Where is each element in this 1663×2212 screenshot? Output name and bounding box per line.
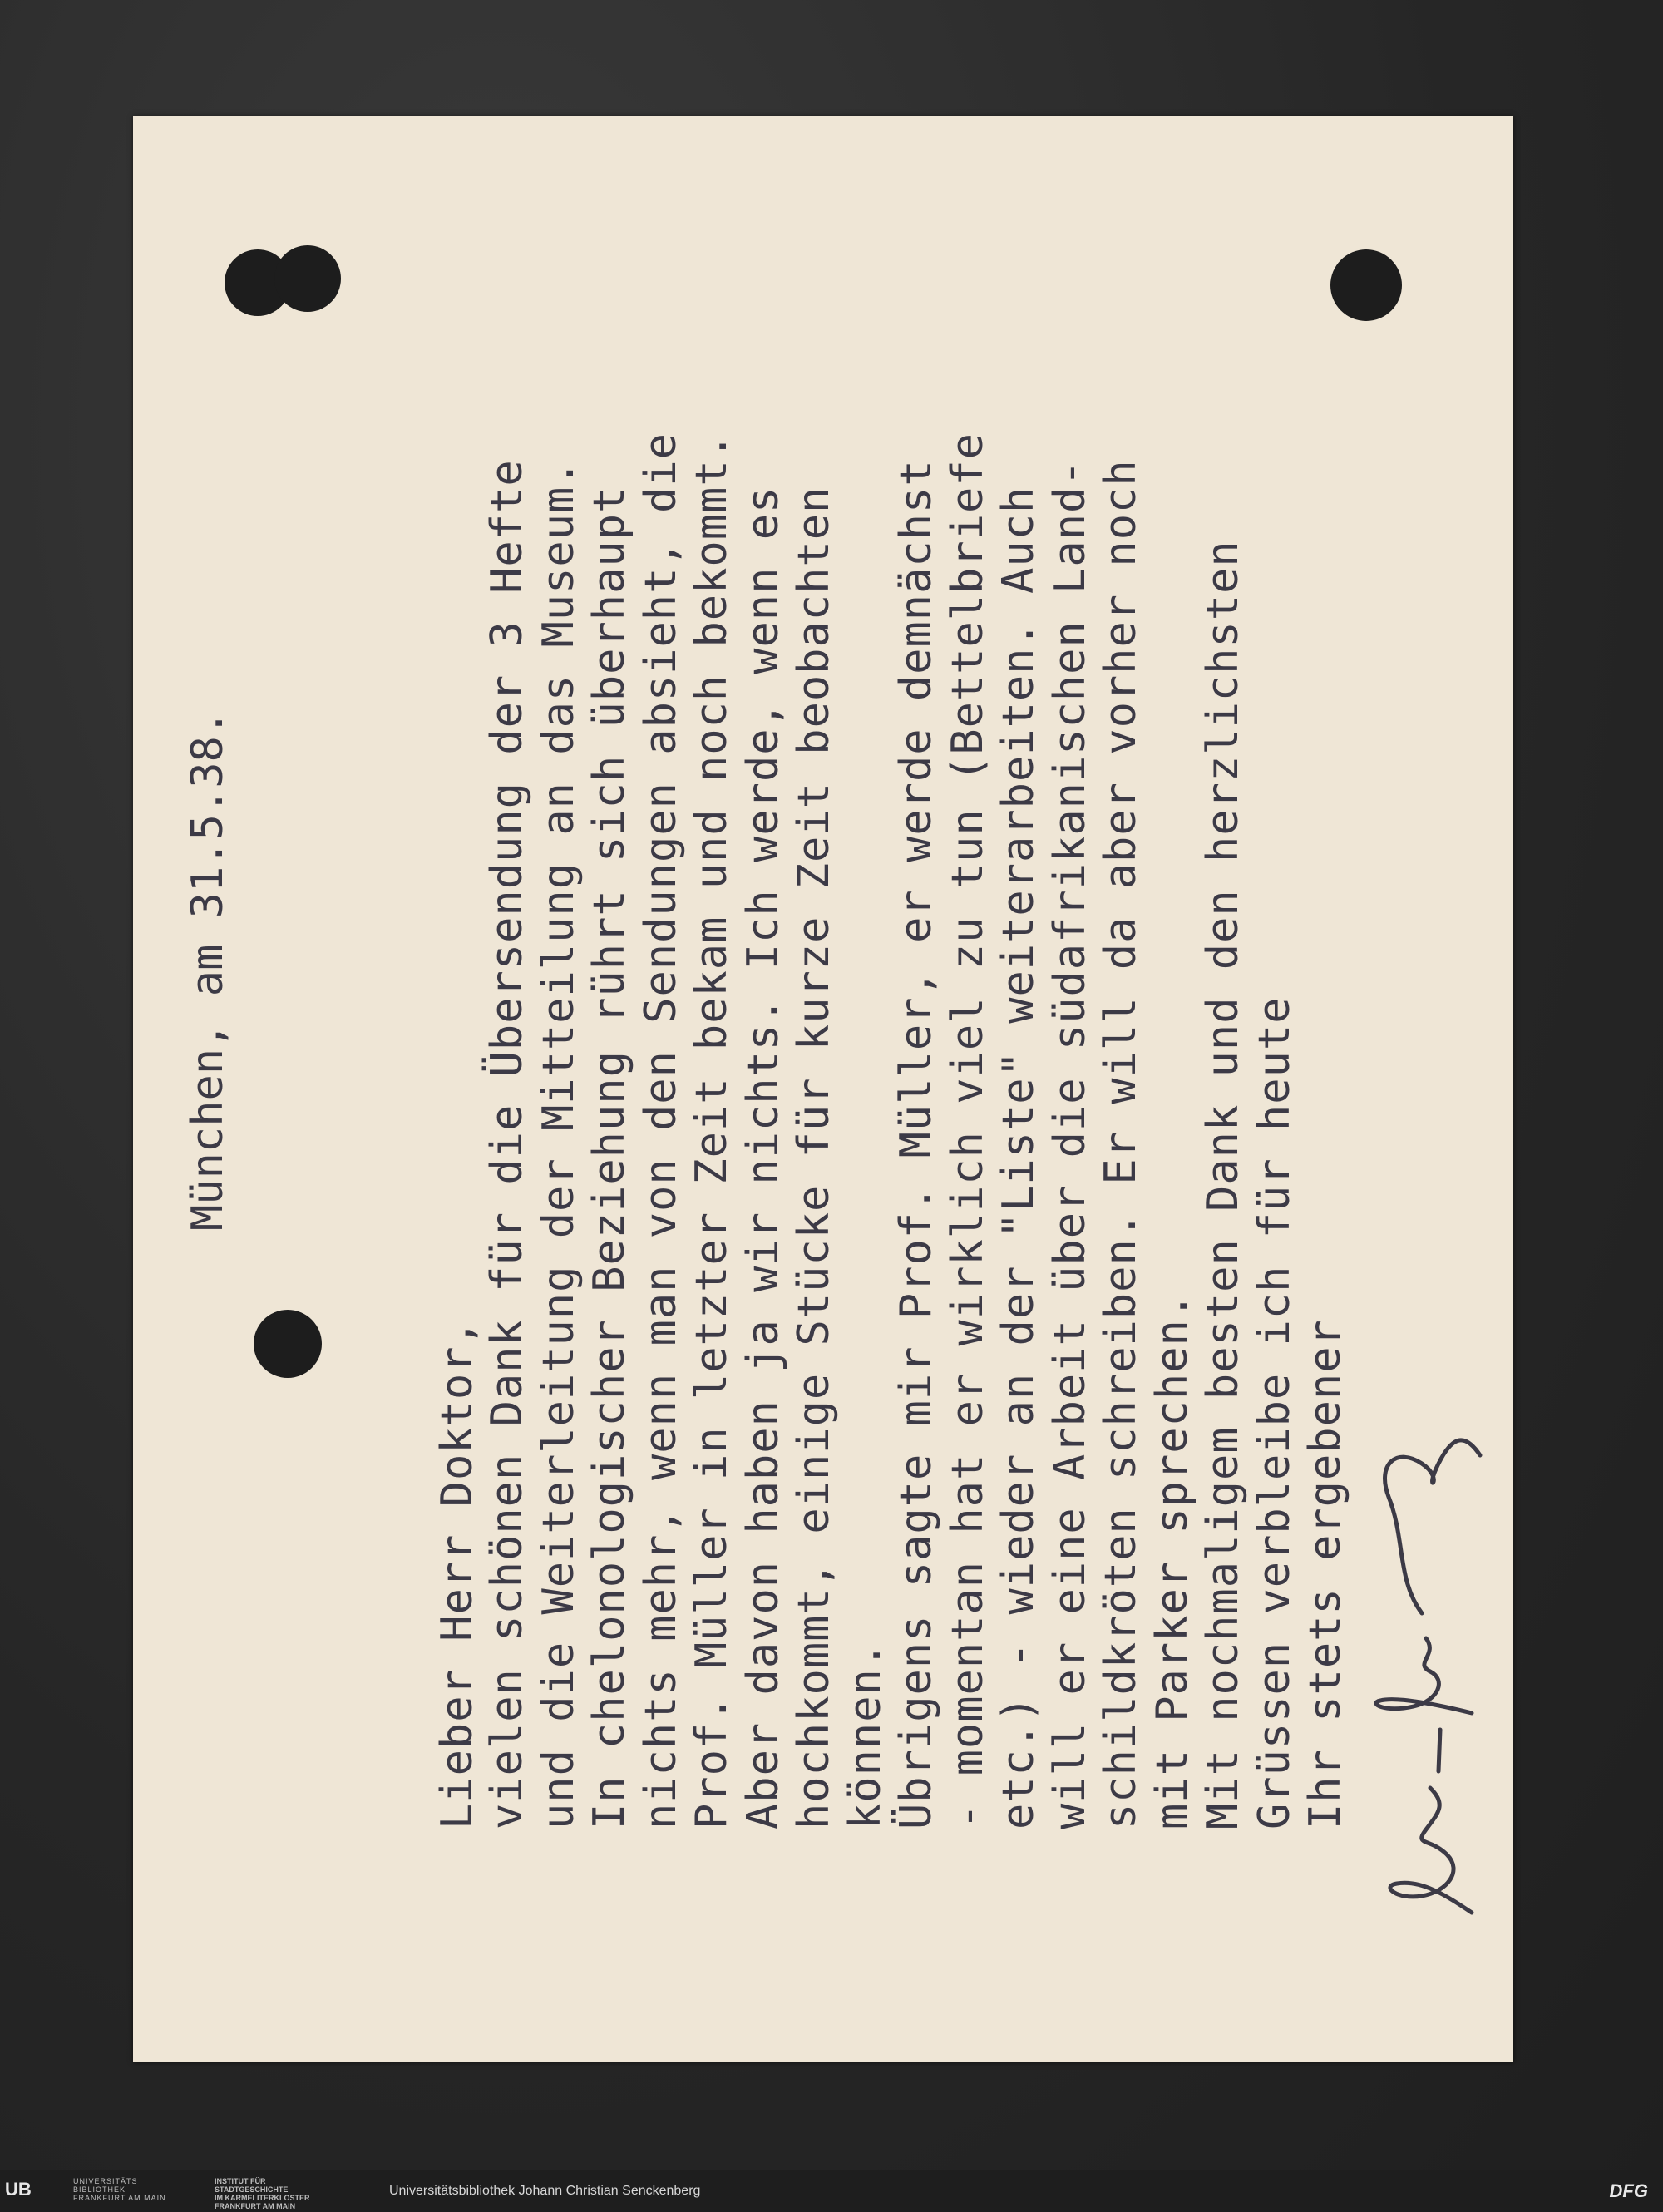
letter-line: nichts mehr, wenn man von den Sendungen absieht, die	[635, 432, 686, 1829]
ub-logo-text	[73, 2177, 166, 2202]
postcard	[133, 116, 1513, 2062]
letter-line: schildkröten schreiben. Er will da aber vorher noch	[1096, 459, 1146, 1829]
inst-text-line-3: IM KARMELITERKLOSTER	[215, 2194, 310, 2202]
place-date: München, am 31.5.38.	[183, 709, 233, 1231]
letter-line: mit Parker sprechen.	[1147, 1291, 1197, 1829]
letter-line: Ihr stets ergebener	[1300, 1319, 1350, 1829]
footer-bar	[0, 2170, 1663, 2212]
letter-line: Aber davon haben ja wir nichts. Ich werde, wenn es	[738, 486, 788, 1829]
letter-line: hochkommt, einige Stücke für kurze Zeit beobachten	[789, 486, 839, 1829]
letter-line: können.	[840, 1641, 891, 1829]
letter-line: Grüssen verbleibe ich für heute	[1249, 996, 1300, 1829]
letter-text-rotated	[133, 116, 1513, 2062]
ub-text-line-2: BIBLIOTHEK	[73, 2185, 126, 2194]
ub-logo: UB	[5, 2179, 32, 2200]
ub-text-line-1: UNIVERSITÄTS	[73, 2177, 138, 2185]
salutation: Lieber Herr Doktor,	[432, 1319, 482, 1829]
inst-text-line-2: STADTGESCHICHTE	[215, 2185, 289, 2194]
ub-text-line-3: FRANKFURT AM MAIN	[73, 2194, 166, 2202]
paragraph-lines	[482, 432, 1352, 1829]
dfg-logo: DFG	[1609, 2180, 1648, 2201]
inst-text-line-4: FRANKFURT AM MAIN	[215, 2202, 296, 2210]
letter-line: etc.) - wieder an der "Liste" weiterarbeiten. Auch	[994, 486, 1044, 1829]
letter-line: In chelonologischer Beziehung rührt sich überhaupt	[585, 486, 634, 1829]
inst-text-line-1: INSTITUT FÜR	[215, 2177, 266, 2185]
letter-line: - momentan hat er wirklich viel zu tun (Bettelbriefe	[942, 432, 993, 1829]
letter-line: Mit nochmaligem besten Dank und den herzlichsten	[1198, 540, 1248, 1829]
letter-line: Prof. Müller in letzter Zeit bekam und noch bekommt.	[687, 432, 737, 1829]
letter-line: will er eine Arbeit über die südafrikanischen Land-	[1044, 459, 1095, 1829]
library-name: Universitätsbibliothek Johann Christian Senckenberg	[389, 2184, 701, 2198]
institute-logo-text	[215, 2177, 310, 2210]
handwritten-signature	[1347, 1414, 1505, 1929]
letter-line: vielen schönen Dank für die Übersendung der 3 Hefte	[482, 459, 532, 1829]
letter-line: und die Weiterleitung der Mitteilung an das Museum.	[533, 459, 584, 1829]
letter-line: Übrigens sagte mir Prof. Müller, er werde demnächst	[891, 459, 941, 1829]
